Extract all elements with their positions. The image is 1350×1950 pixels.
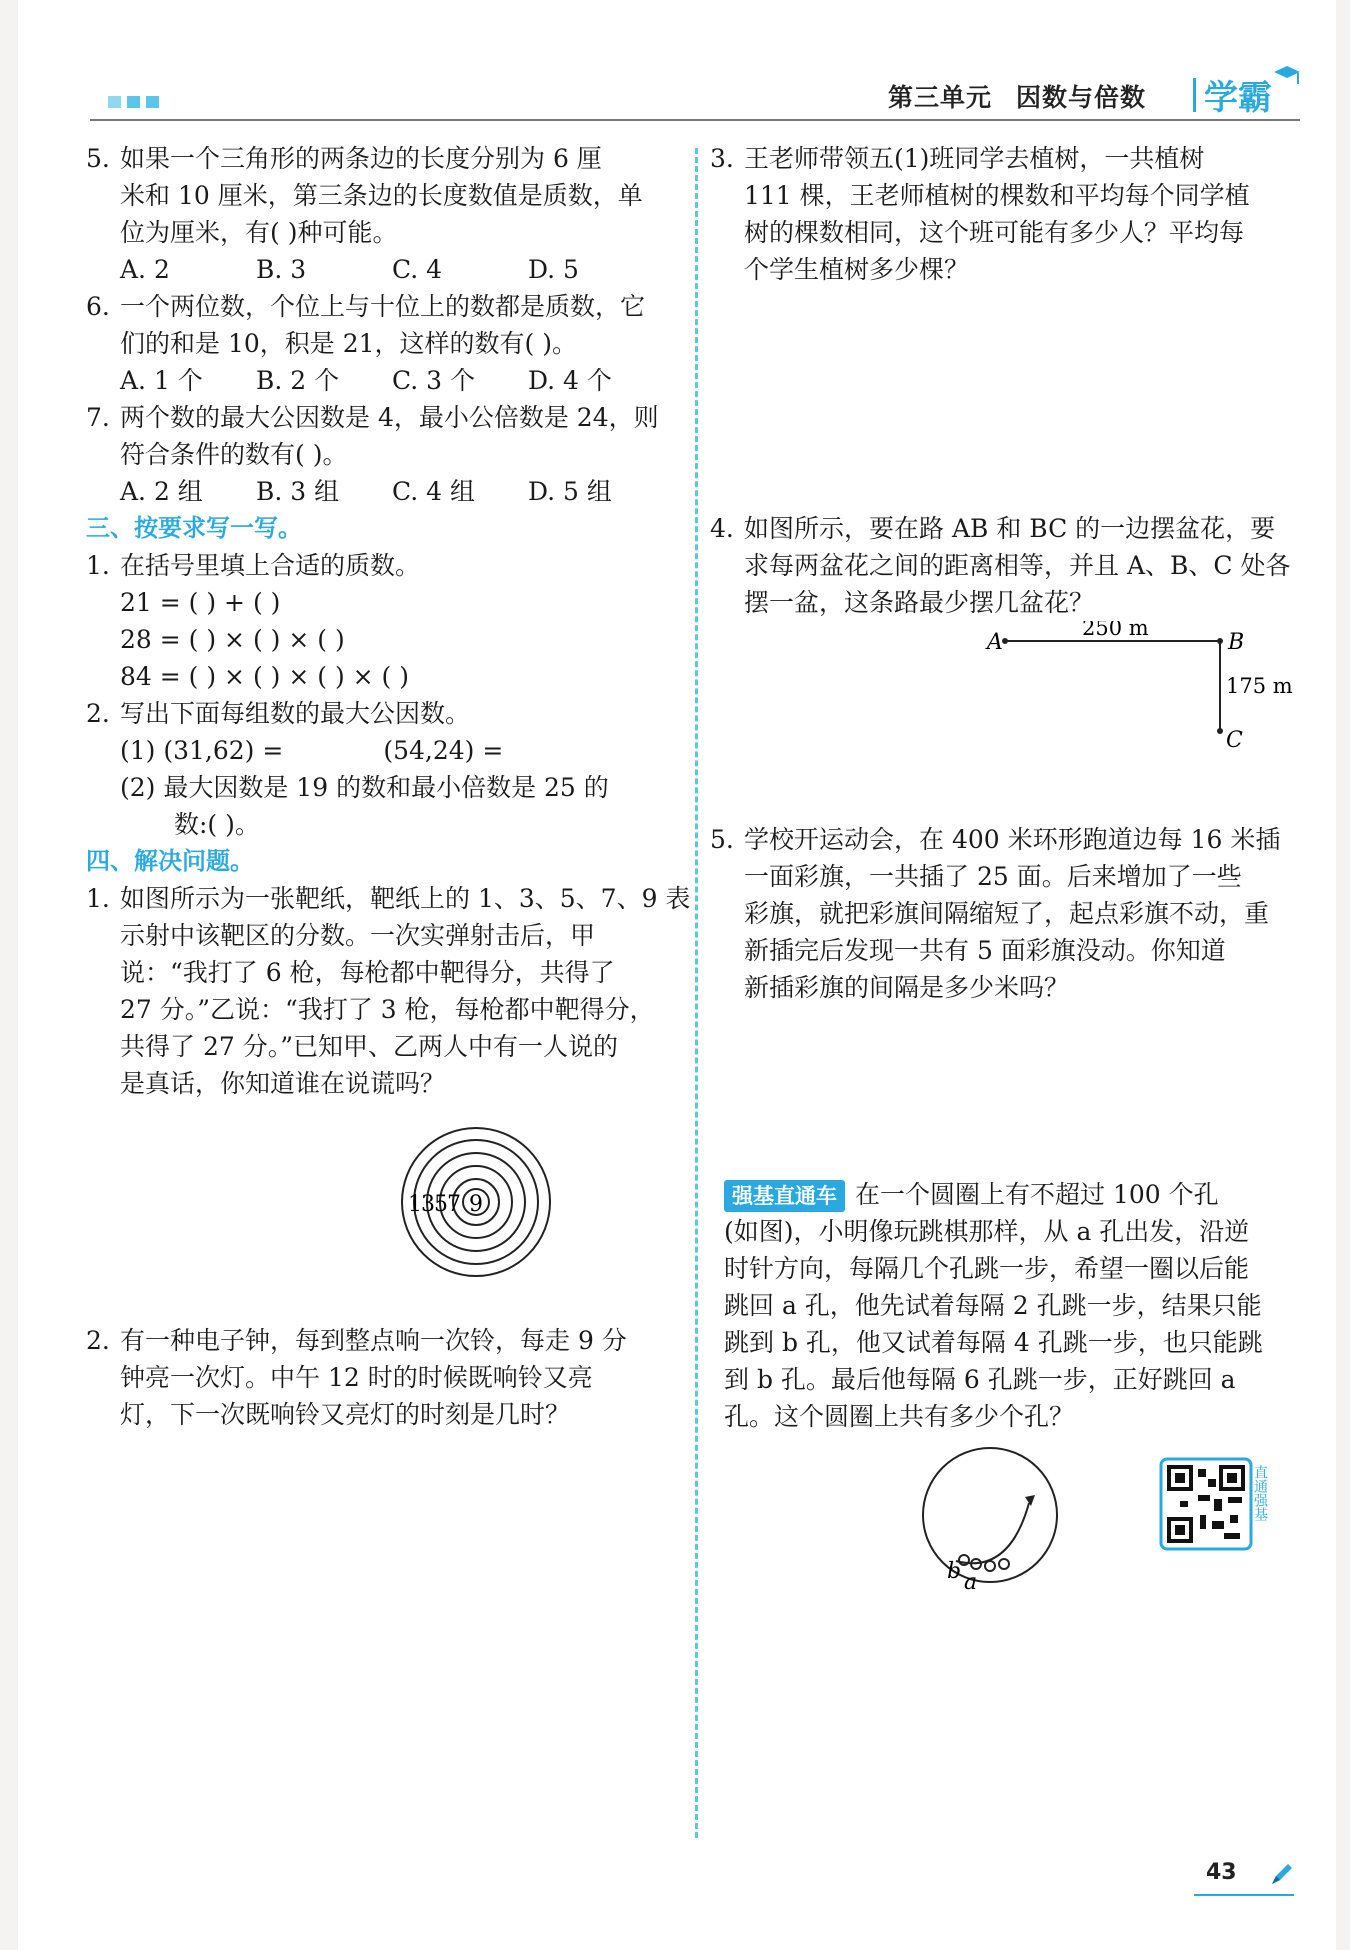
question-text: 新插完后发现一共有 5 面彩旗没动。你知道	[744, 936, 1226, 965]
header-rule	[90, 119, 1300, 121]
page-number-rule	[1194, 1894, 1294, 1896]
option-d: D. 4 个	[528, 366, 612, 395]
option-a: A. 2 组	[120, 477, 203, 506]
question-4	[710, 510, 1310, 761]
header-title	[888, 78, 1146, 114]
header-decoration	[108, 96, 159, 108]
bonus-text: 时针方向，每隔几个孔跳一步，希望一圈以后能	[724, 1254, 1250, 1283]
question-text: 111 棵，王老师植树的棵数和平均每个同学植	[744, 181, 1250, 210]
question-6	[86, 288, 686, 399]
qr-code-icon	[1161, 1459, 1251, 1549]
question-number: 1.	[86, 551, 110, 580]
question-text: 共得了 27 分。”已知甲、乙两人中有一人说的	[120, 1032, 618, 1061]
target-label-1: 1	[408, 1192, 422, 1217]
page	[18, 0, 1336, 1950]
bc-length-label: 175 m	[1226, 674, 1293, 698]
answer-options	[86, 251, 686, 288]
target-diagram	[86, 1102, 686, 1312]
bonus-problem	[710, 1176, 1310, 1603]
section-heading-3: 三、按要求写一写。	[86, 514, 302, 542]
question-text: 一个两位数，个位上与十位上的数都是质数，它	[120, 292, 646, 321]
question-text: 是真话，你知道谁在说谎吗？	[120, 1069, 446, 1098]
question-text: 在括号里填上合适的质数。	[120, 551, 421, 580]
question-text: 说：“我打了 6 枪，每枪都中靶得分，共得了	[120, 958, 615, 987]
question-number: 5.	[710, 825, 734, 854]
question-number: 2.	[86, 1326, 110, 1355]
graduation-cap-icon	[1272, 64, 1302, 88]
option-c: C. 3 个	[392, 366, 475, 395]
header-separator	[1193, 78, 1196, 112]
question-text: 如图所示为一张靶纸，靶纸上的 1、3、5、7、9 表	[120, 884, 691, 913]
section4-question-2	[86, 1322, 686, 1433]
question-text: 如图所示，要在路 AB 和 BC 的一边摆盆花，要	[744, 514, 1276, 543]
question-number: 5.	[86, 144, 110, 173]
equation-84: 84 = ( ) × ( ) × ( ) × ( )	[120, 662, 409, 691]
bonus-text: 到 b 孔。最后他每隔 6 孔跳一步，正好跳回 a	[724, 1365, 1236, 1394]
option-c: C. 4 组	[392, 477, 475, 506]
question-text: 钟亮一次灯。中午 12 时的时候既响铃又亮	[120, 1363, 593, 1392]
question-text: 彩旗，就把彩旗间隔缩短了，起点彩旗不动，重	[744, 899, 1270, 928]
right-column	[710, 140, 1310, 1603]
hole-circle-diagram	[724, 1443, 1314, 1603]
gcf-item-2: (54,24) =	[383, 736, 504, 765]
question-7	[86, 399, 686, 510]
hole-a-label: a	[964, 1570, 978, 1595]
point-a-label: A	[987, 630, 1003, 655]
question-number: 4.	[710, 514, 734, 543]
left-column	[86, 140, 691, 1433]
target-label-9: 9	[469, 1192, 483, 1217]
question-text: 灯，下一次既响铃又亮灯的时刻是几时？	[120, 1400, 571, 1429]
point-c-label: C	[1226, 728, 1243, 753]
section4-question-1	[86, 880, 691, 1312]
option-b: B. 3 组	[256, 477, 340, 506]
point-b-label: B	[1228, 630, 1245, 655]
section3-question-2	[86, 695, 686, 843]
target-label-7: 7	[447, 1192, 461, 1217]
question-text: 数:( )。	[174, 810, 260, 839]
question-text: 27 分。”乙说：“我打了 3 枪，每枪都中靶得分，	[120, 995, 655, 1024]
question-text: 王老师带领五(1)班同学去植树，一共植树	[744, 144, 1205, 173]
question-5	[86, 140, 686, 288]
option-d: D. 5 组	[528, 477, 612, 506]
hole-b-label: b	[947, 1559, 962, 1584]
question-text: 一面彩旗，一共插了 25 面。后来增加了一些	[744, 862, 1242, 891]
question-text: 树的棵数相同，这个班可能有多少人？平均每	[744, 218, 1245, 247]
question-text: 示射中该靶区的分数。一次实弹射击后，甲	[120, 921, 596, 950]
answer-options	[86, 473, 686, 510]
question-3	[710, 140, 1310, 288]
bonus-badge: 强基直通车	[724, 1180, 845, 1212]
question-text: (2) 最大因数是 19 的数和最小倍数是 25 的	[120, 773, 609, 802]
question-number: 7.	[86, 403, 110, 432]
bonus-text: (如图)，小明像玩跳棋那样，从 a 孔出发，沿逆	[724, 1217, 1250, 1246]
section3-question-1	[86, 547, 686, 695]
bonus-text: 跳到 b 孔，他又试着每隔 4 孔跳一步，也只能跳	[724, 1328, 1263, 1357]
target-label-3: 3	[421, 1192, 435, 1217]
question-text: 新插彩旗的间隔是多少米吗？	[744, 973, 1070, 1002]
question-text: 摆一盆，这条路最少摆几盆花？	[744, 588, 1095, 617]
option-b: B. 3	[256, 255, 307, 284]
equation-28: 28 = ( ) × ( ) × ( )	[120, 625, 345, 654]
option-a: A. 1 个	[120, 366, 203, 395]
question-text: 学校开运动会，在 400 米环形跑道边每 16 米插	[744, 825, 1281, 854]
question-text: 符合条件的数有( )。	[120, 440, 348, 469]
equation-21: 21 = ( ) + ( )	[120, 588, 281, 617]
column-divider	[695, 148, 698, 1838]
question-text: 个学生植树多少棵？	[744, 255, 970, 284]
answer-options	[86, 362, 686, 399]
bonus-text: 跳回 a 孔，他先试着每隔 2 孔跳一步，结果只能	[724, 1291, 1262, 1320]
option-d: D. 5	[528, 255, 579, 284]
page-number: 43	[1206, 1860, 1237, 1885]
question-text: 位为厘米，有( )种可能。	[120, 218, 398, 247]
header-unit: 第三单元	[888, 83, 993, 112]
question-number: 6.	[86, 292, 110, 321]
qr-label: 直通强基	[1252, 1465, 1268, 1521]
section-heading-4: 四、解决问题。	[86, 847, 254, 875]
road-diagram	[710, 621, 1310, 761]
question-5-right	[710, 821, 1310, 1006]
bonus-text: 孔。这个圆圈上共有多少个孔？	[724, 1402, 1075, 1431]
ab-length-label: 250 m	[1082, 621, 1149, 640]
option-b: B. 2 个	[256, 366, 340, 395]
question-number: 2.	[86, 699, 110, 728]
question-text: 如果一个三角形的两条边的长度分别为 6 厘	[120, 144, 602, 173]
question-text: 有一种电子钟，每到整点响一次铃，每走 9 分	[120, 1326, 627, 1355]
brand-logo: 学霸	[1204, 78, 1272, 118]
pencil-icon	[1268, 1860, 1296, 1888]
gcf-item-1: (1) (31,62) =	[120, 736, 284, 765]
option-c: C. 4	[392, 255, 443, 284]
question-text: 们的和是 10，积是 21，这样的数有( )。	[120, 329, 577, 358]
question-text: 两个数的最大公因数是 4，最小公倍数是 24，则	[120, 403, 659, 432]
question-text: 米和 10 厘米，第三条边的长度数值是质数，单	[120, 181, 643, 210]
option-a: A. 2	[120, 255, 170, 284]
header-topic: 因数与倍数	[1016, 83, 1147, 112]
question-number: 3.	[710, 144, 734, 173]
question-text: 求每两盆花之间的距离相等，并且 A、B、C 处各	[744, 551, 1291, 580]
target-label-5: 5	[434, 1192, 448, 1217]
question-number: 1.	[86, 884, 110, 913]
question-text: 写出下面每组数的最大公因数。	[120, 699, 471, 728]
bonus-text: 在一个圆圈上有不超过 100 个孔	[855, 1180, 1219, 1209]
